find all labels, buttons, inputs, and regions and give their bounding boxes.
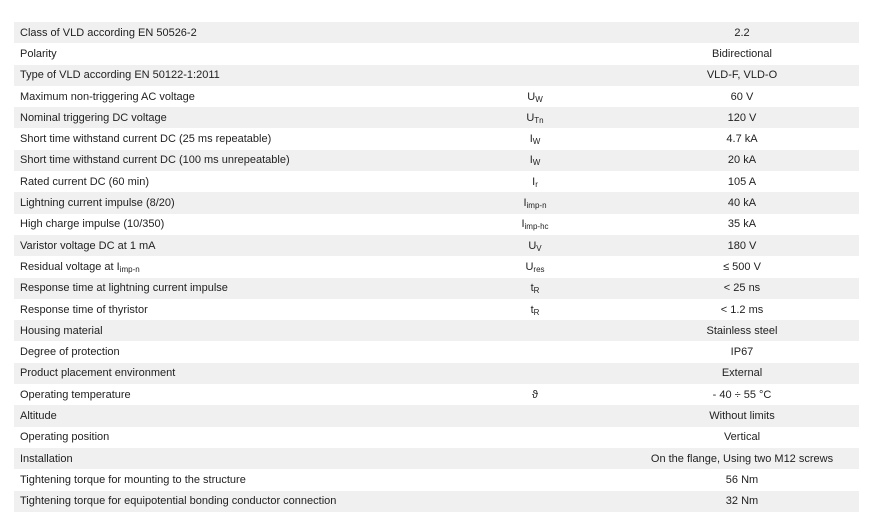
spec-value: 60 V: [730, 90, 754, 103]
spec-symbol: [445, 133, 625, 145]
spec-label: [14, 325, 445, 337]
spec-value: - 40 ÷ 55 °C: [712, 388, 772, 401]
spec-label: [14, 474, 445, 486]
spec-symbol-main: U: [527, 90, 536, 103]
spec-row: [14, 299, 859, 320]
spec-label-text: Operating position: [20, 431, 110, 444]
spec-label-text: Maximum non-triggering AC voltage: [20, 90, 195, 103]
spec-symbol-main: U: [526, 111, 535, 124]
spec-label-text: Varistor voltage DC at 1 mA: [20, 239, 156, 252]
spec-value: Without limits: [709, 409, 775, 422]
spec-row: [14, 384, 859, 405]
spec-label-text: Class of VLD according EN 50526-2: [20, 26, 197, 39]
spec-label-text: Operating temperature: [20, 388, 131, 401]
spec-value: Bidirectional: [712, 47, 772, 60]
spec-symbol-subscript: res: [533, 264, 545, 274]
spec-row: [14, 22, 859, 43]
spec-label: [14, 453, 445, 465]
spec-label-text: Installation: [20, 452, 73, 465]
spec-symbol: [445, 389, 625, 401]
spec-row: [14, 427, 859, 448]
spec-symbol-main: I: [532, 175, 536, 188]
spec-label: [14, 154, 445, 166]
spec-symbol: [445, 91, 625, 103]
spec-symbol: [445, 197, 625, 209]
spec-value: ≤ 500 V: [723, 260, 761, 273]
spec-label-text: Response time of thyristor: [20, 303, 148, 316]
spec-label-subscript: imp-n: [119, 264, 140, 274]
spec-label: [14, 367, 445, 379]
spec-symbol-subscript: W: [532, 137, 541, 147]
spec-value: 180 V: [727, 239, 757, 252]
spec-symbol-main: ϑ: [531, 388, 538, 401]
spec-row: [14, 235, 859, 256]
spec-label: [14, 240, 445, 252]
spec-symbol-main: I: [529, 154, 533, 167]
spec-value: 4.7 kA: [726, 133, 758, 146]
spec-label: [14, 218, 445, 230]
spec-value: < 25 ns: [723, 282, 761, 295]
spec-label: [14, 69, 445, 81]
spec-row: [14, 320, 859, 341]
spec-row: [14, 341, 859, 362]
spec-label: [14, 261, 445, 273]
spec-symbol-subscript: Tn: [534, 115, 544, 125]
spec-symbol: [445, 282, 625, 294]
spec-value: VLD-F, VLD-O: [706, 69, 778, 82]
spec-value: < 1.2 ms: [720, 303, 764, 316]
spec-symbol-subscript: W: [532, 158, 541, 168]
spec-symbol-main: U: [525, 260, 534, 273]
spec-label-text: Product placement environment: [20, 367, 176, 380]
spec-label: [14, 197, 445, 209]
spec-row: [14, 363, 859, 384]
spec-label: [14, 112, 445, 124]
spec-row: [14, 405, 859, 426]
spec-symbol: [445, 154, 625, 166]
spec-label: [14, 27, 445, 39]
spec-value: IP67: [730, 346, 754, 359]
spec-value: 2.2: [734, 26, 750, 39]
spec-label-text: Nominal triggering DC voltage: [20, 111, 167, 124]
spec-label: [14, 431, 445, 443]
spec-label: [14, 133, 445, 145]
spec-value: 56 Nm: [725, 473, 759, 486]
spec-value: External: [721, 367, 763, 380]
spec-value: Stainless steel: [706, 324, 778, 337]
spec-row: [14, 150, 859, 171]
spec-label-text: Rated current DC (60 min): [20, 175, 149, 188]
spec-value: Vertical: [723, 431, 761, 444]
spec-symbol-subscript: V: [536, 243, 542, 253]
spec-row: [14, 192, 859, 213]
spec-symbol: [445, 240, 625, 252]
spec-row: [14, 469, 859, 490]
spec-label-text: Lightning current impulse (8/20): [20, 197, 175, 210]
spec-symbol-main: I: [529, 133, 533, 146]
spec-row: [14, 278, 859, 299]
spec-label-text: Housing material: [20, 324, 103, 337]
spec-label: [14, 495, 445, 507]
spec-row: [14, 256, 859, 277]
spec-label-text: Polarity: [20, 47, 57, 60]
spec-label-text: Altitude: [20, 409, 57, 422]
spec-label-text: Residual voltage at I: [20, 260, 120, 273]
spec-value: 105 A: [727, 175, 757, 188]
spec-label-text: Type of VLD according EN 50122-1:2011: [20, 69, 220, 82]
spec-symbol-main: t: [530, 282, 534, 295]
spec-label-text: Short time withstand current DC (25 ms repeatable): [20, 133, 272, 146]
spec-symbol-subscript: W: [535, 94, 543, 104]
spec-row: [14, 65, 859, 86]
spec-value: 32 Nm: [725, 495, 759, 508]
spec-symbol: [445, 176, 625, 188]
spec-label: [14, 91, 445, 103]
spec-row: [14, 128, 859, 149]
spec-label-text: High charge impulse (10/350): [20, 218, 165, 231]
spec-symbol: [445, 261, 625, 273]
spec-label-text: Tightening torque for equipotential bonding conductor connection: [20, 495, 337, 508]
spec-symbol-subscript: imp-hc: [524, 222, 549, 232]
spec-label: [14, 346, 445, 358]
spec-value: On the flange, Using two M12 screws: [650, 452, 834, 465]
spec-label: [14, 176, 445, 188]
spec-row: [14, 491, 859, 512]
spec-symbol: [445, 218, 625, 230]
spec-label-text: Tightening torque for mounting to the structure: [20, 473, 246, 486]
spec-symbol-main: t: [530, 303, 534, 316]
spec-row: [14, 448, 859, 469]
spec-row: [14, 86, 859, 107]
spec-symbol: [445, 304, 625, 316]
spec-value: 35 kA: [727, 218, 757, 231]
spec-label: [14, 304, 445, 316]
spec-row: [14, 171, 859, 192]
spec-label: [14, 410, 445, 422]
spec-label: [14, 389, 445, 401]
spec-row: [14, 43, 859, 64]
spec-symbol-main: I: [521, 218, 525, 231]
spec-symbol-subscript: imp-n: [526, 201, 547, 211]
spec-symbol-subscript: R: [533, 286, 540, 296]
spec-symbol-main: U: [528, 239, 537, 252]
spec-value: 120 V: [727, 111, 757, 124]
spec-row: [14, 214, 859, 235]
spec-label: [14, 48, 445, 60]
spec-label-text: Response time at lightning current impulse: [20, 282, 228, 295]
spec-symbol-subscript: r: [535, 179, 538, 189]
spec-value: 20 kA: [727, 154, 757, 167]
spec-symbol-subscript: R: [533, 307, 540, 317]
spec-row: [14, 107, 859, 128]
spec-label: [14, 282, 445, 294]
spec-table: [14, 22, 859, 512]
spec-value: 40 kA: [727, 197, 757, 210]
spec-label-text: Degree of protection: [20, 346, 120, 359]
spec-symbol: [445, 112, 625, 124]
spec-label-text: Short time withstand current DC (100 ms unrepeatable): [20, 154, 290, 167]
spec-symbol-main: I: [523, 197, 527, 210]
